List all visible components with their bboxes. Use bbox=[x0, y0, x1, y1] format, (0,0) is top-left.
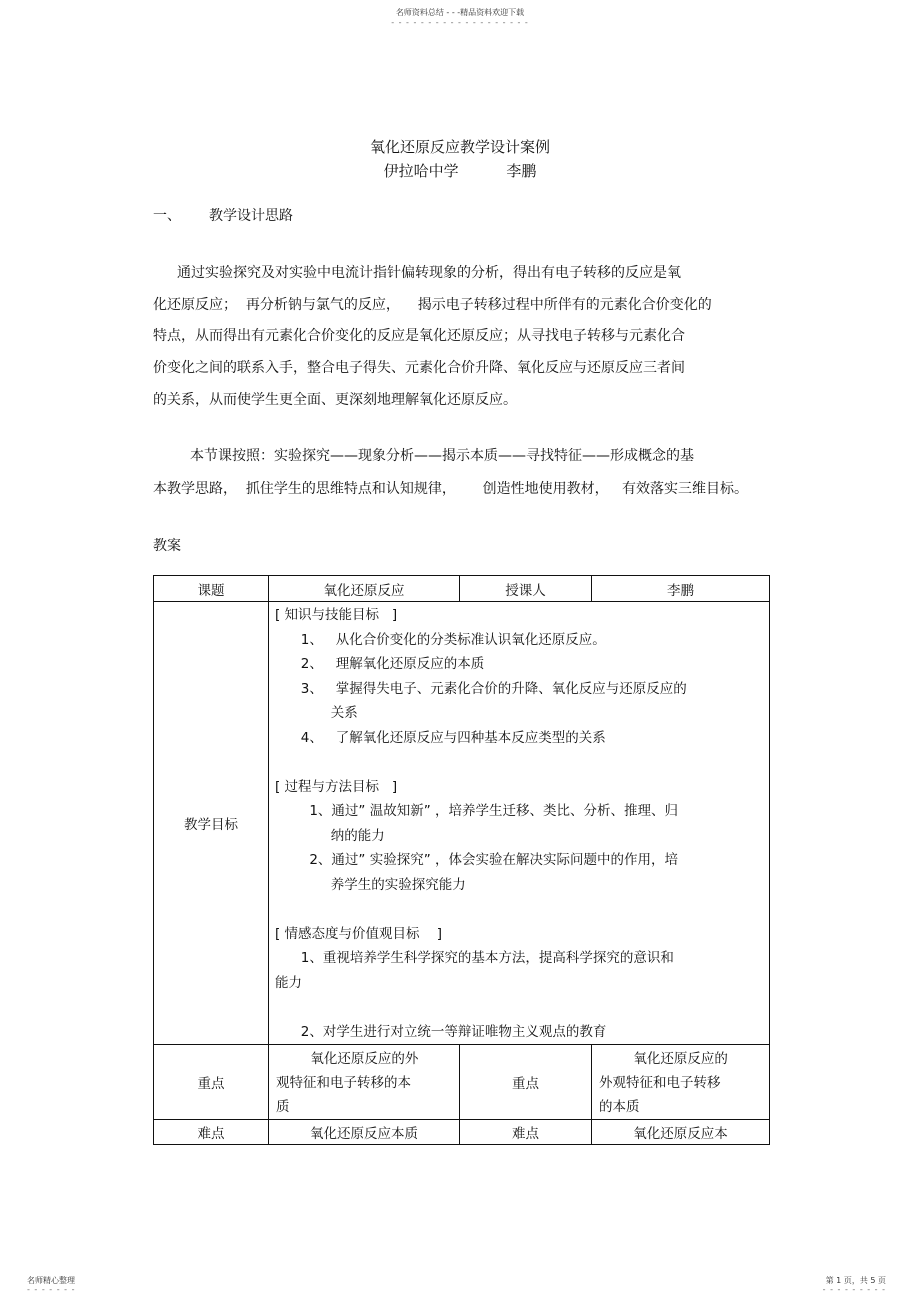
goal-line: [ 过程与方法目标 ] bbox=[275, 778, 398, 795]
goal-line: 1、 从化合价变化的分类标准认识氧化还原反应。 bbox=[275, 631, 606, 648]
goal-line: 养学生的实验探究能力 bbox=[275, 876, 466, 893]
cell-goals-content bbox=[269, 602, 770, 1045]
lesson-plan-table bbox=[153, 575, 770, 1145]
goal-line: 3、 掌握得失电子、元素化合价的升降、氧化反应与还原反应的 bbox=[275, 680, 687, 697]
page-header-dots: - - - - - - - - - - - - - - - - - - - bbox=[391, 18, 529, 27]
footer-right-dots: - - - - - - - - - bbox=[822, 1285, 886, 1294]
goal-line: 1、通过” 温故知新” ，培养学生迁移、类比、分析、推理、归 bbox=[275, 803, 678, 819]
document-subtitle: 伊拉哈中学 李鹏 bbox=[383, 162, 537, 180]
goal-line: [ 情感态度与价值观目标 ] bbox=[275, 925, 442, 942]
goal-line bbox=[275, 750, 769, 775]
goal-line: 2、 理解氧化还原反应的本质 bbox=[275, 656, 485, 672]
goal-line: 2、对学生进行对立统一等辩证唯物主义观点的教育 bbox=[275, 1023, 607, 1040]
section-title: 教学设计思路 bbox=[209, 208, 293, 224]
paragraph-line: 本教学思路， 抓住学生的思维特点和认知规律， 创造性地使用教材， 有效落实三维目标。 bbox=[153, 481, 748, 497]
cell-line: 氧化还原反应的 bbox=[599, 1051, 728, 1067]
table-row bbox=[154, 1120, 770, 1145]
goal-line: 能力 bbox=[275, 974, 302, 991]
table-row bbox=[154, 576, 770, 602]
paragraph-line: 通过实验探究及对实验中电流计指针偏转现象的分析，得出有电子转移的反应是氧 bbox=[177, 265, 681, 281]
paragraph-line: 本节课按照：实验探究——现象分析——揭示本质——寻找特征——形成概念的基 bbox=[190, 448, 694, 464]
cell-difficulty-label: 难点 bbox=[154, 1120, 269, 1145]
table-row bbox=[154, 602, 770, 1045]
footer-page-number: 第 1 页，共 5 页 bbox=[825, 1276, 886, 1285]
cell-teacher-label: 授课人 bbox=[460, 576, 592, 602]
cell-topic-value: 氧化还原反应 bbox=[269, 576, 460, 602]
paragraph-line: 特点，从而得出有元素化合价变化的反应是氧化还原反应；从寻找电子转移与元素化合 bbox=[153, 328, 685, 344]
paragraph-line: 化还原反应； 再分析钠与氯气的反应， 揭示电子转移过程中所伴有的元素化合价变化的 bbox=[153, 297, 712, 313]
goal-line: [ 知识与技能目标 ] bbox=[275, 607, 398, 623]
cell-line: 氧化还原反应的外 bbox=[276, 1051, 419, 1067]
document-title: 氧化还原反应教学设计案例 bbox=[369, 138, 550, 156]
cell-line: 的本质 bbox=[599, 1099, 640, 1115]
cell-line: 观特征和电子转移的本 bbox=[276, 1075, 411, 1091]
cell-goals-label: 教学目标 bbox=[154, 602, 269, 1045]
paragraph-line: 的关系，从而使学生更全面、更深刻地理解氧化还原反应。 bbox=[153, 392, 517, 408]
footer-left-text: 名师精心整理 bbox=[27, 1276, 75, 1285]
cell-line: 质 bbox=[276, 1099, 290, 1115]
goal-line: 4、 了解氧化还原反应与四种基本反应类型的关系 bbox=[275, 729, 606, 746]
lesson-plan-label: 教案 bbox=[153, 538, 181, 554]
paragraph-line: 价变化之间的联系入手，整合电子得失、元素化合价升降、氧化反应与还原反应三者间 bbox=[153, 360, 685, 376]
goal-line: 1、重视培养学生科学探究的基本方法，提高科学探究的意识和 bbox=[275, 950, 674, 966]
goal-line: 关系 bbox=[275, 705, 358, 721]
cell-line: 外观特征和电子转移 bbox=[599, 1075, 721, 1091]
cell-teacher-value: 李鹏 bbox=[592, 576, 770, 602]
goal-line: 纳的能力 bbox=[275, 827, 385, 844]
goal-line: 2、通过” 实验探究” ，体会实验在解决实际问题中的作用，培 bbox=[275, 852, 678, 868]
cell-key-point-right bbox=[592, 1045, 770, 1120]
table-row bbox=[154, 1045, 770, 1120]
cell-key-point-label-2: 重点 bbox=[460, 1045, 592, 1120]
cell-topic-label: 课题 bbox=[154, 576, 269, 602]
cell-difficulty-left: 氧化还原反应本质 bbox=[269, 1120, 460, 1145]
cell-difficulty-right: 氧化还原反应本 bbox=[592, 1120, 770, 1145]
cell-key-point-label: 重点 bbox=[154, 1045, 269, 1120]
page-header-text: 名师资料总结 - - -精品资料欢迎下载 bbox=[395, 8, 525, 17]
footer-left-dots: - - - - - - - bbox=[27, 1285, 76, 1294]
goal-line bbox=[275, 897, 769, 922]
goal-line bbox=[275, 995, 769, 1020]
cell-key-point-left bbox=[269, 1045, 460, 1120]
section-number: 一、 bbox=[153, 208, 181, 224]
cell-difficulty-label-2: 难点 bbox=[460, 1120, 592, 1145]
